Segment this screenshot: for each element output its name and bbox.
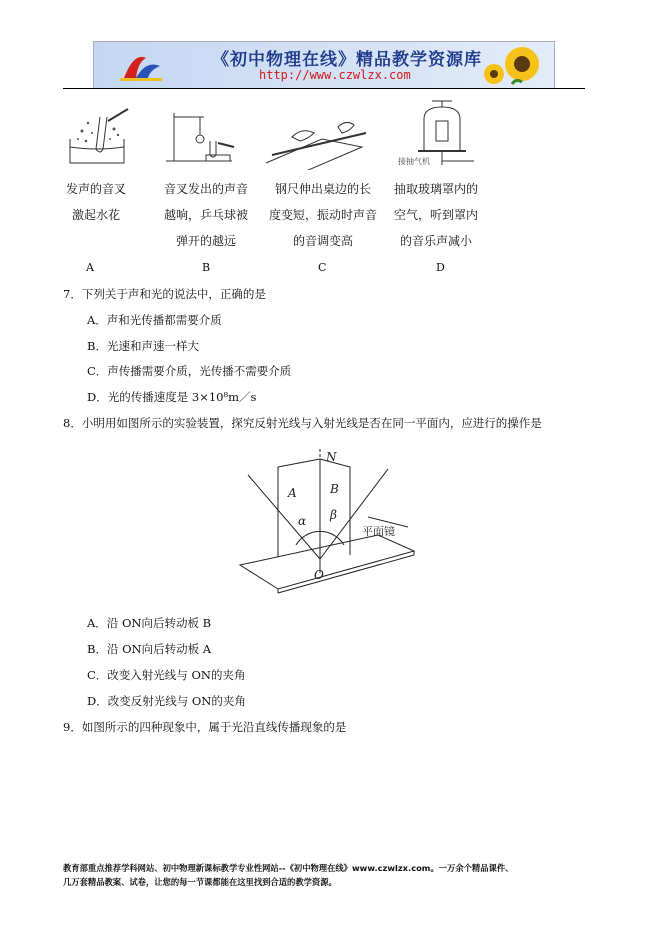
footer-line-2: 几万套精品教案、试卷，让您的每一节课都能在这里找到合适的教学资源。 bbox=[63, 877, 337, 887]
banner-url: http://www.czwlzx.com bbox=[259, 68, 411, 82]
figure-b-pingpong-fork-icon bbox=[160, 103, 240, 168]
header-rule bbox=[63, 88, 585, 89]
figure-c-label: C bbox=[318, 261, 327, 274]
caption-line: 音叉发出的声音 bbox=[163, 182, 248, 196]
question-7-option-b: B．光速和声速一样大 bbox=[87, 339, 199, 353]
figure-a-tuning-fork-water-icon bbox=[62, 103, 142, 168]
question-8-option-b: B．沿 ON向后转动板 A bbox=[87, 642, 212, 656]
caption-line: 越响，乒乓球被 bbox=[163, 208, 248, 222]
question-8-stem: 8．小明用如图所示的实验装置，探究反射光线与入射光线是否在同一平面内，应进行的操作是 bbox=[63, 416, 542, 430]
label-o: O bbox=[314, 568, 324, 582]
pump-label: 接抽气机 bbox=[398, 157, 430, 166]
incident-ray bbox=[248, 475, 320, 559]
label-b: B bbox=[330, 482, 339, 496]
header-banner bbox=[93, 41, 555, 89]
figure-b-label: B bbox=[202, 261, 211, 274]
caption-line: 钢尺伸出桌边的长 bbox=[274, 182, 371, 196]
footer-line-1: 教育部重点推荐学科网站、初中物理新课标教学专业性网站--《初中物理在线》www.czwlzx.com。一万余个精品课件、 bbox=[63, 863, 514, 873]
caption-line: 的音调变高 bbox=[292, 234, 353, 248]
label-mirror: 平面镜 bbox=[362, 525, 395, 538]
caption-line: 激起水花 bbox=[71, 208, 120, 222]
caption-line: 空气，听到罩内 bbox=[393, 208, 478, 222]
figure-b-caption bbox=[151, 176, 261, 254]
question-7-option-c: C．声传播需要介质，光传播不需要介质 bbox=[87, 364, 292, 378]
logo-icon bbox=[116, 48, 166, 84]
sunflower-icon bbox=[482, 44, 552, 86]
label-a: A bbox=[288, 486, 297, 500]
question-7-option-d: D．光的传播速度是 3×10⁸m／s bbox=[87, 390, 257, 404]
caption-line: 抽取玻璃罩内的 bbox=[393, 182, 478, 196]
label-n: N bbox=[326, 450, 337, 464]
question-7-option-a: A．声和光传播都需要介质 bbox=[87, 313, 222, 327]
figure-c-ruler-table-icon bbox=[262, 115, 372, 170]
figure-c-caption bbox=[260, 176, 386, 254]
caption-line: 度变短，振动时声音 bbox=[268, 208, 377, 222]
figure-d-label: D bbox=[436, 261, 445, 274]
figure-a-caption bbox=[58, 176, 134, 228]
label-alpha: α bbox=[298, 514, 307, 528]
caption-line: 的音乐声减小 bbox=[399, 234, 472, 248]
question-8-option-a: A．沿 ON向后转动板 B bbox=[87, 616, 212, 630]
caption-line: 弹开的越远 bbox=[175, 234, 236, 248]
figure-a-label: A bbox=[86, 261, 94, 274]
question-8-option-c: C．改变入射光线与 ON的夹角 bbox=[87, 668, 246, 682]
reflection-diagram bbox=[238, 447, 418, 597]
figure-d-caption bbox=[386, 176, 486, 254]
label-beta: β bbox=[330, 508, 337, 522]
caption-line: 发声的音叉 bbox=[65, 182, 126, 196]
question-8-option-d: D．改变反射光线与 ON的夹角 bbox=[87, 694, 246, 708]
question-9-stem: 9．如图所示的四种现象中，属于光沿直线传播现象的是 bbox=[63, 720, 347, 734]
question-7-stem: 7．下列关于声和光的说法中，正确的是 bbox=[63, 287, 266, 301]
banner-title: 《初中物理在线》精品教学资源库 bbox=[212, 50, 482, 70]
figure-d-bell-jar-icon bbox=[394, 93, 484, 173]
board-b bbox=[320, 459, 350, 555]
